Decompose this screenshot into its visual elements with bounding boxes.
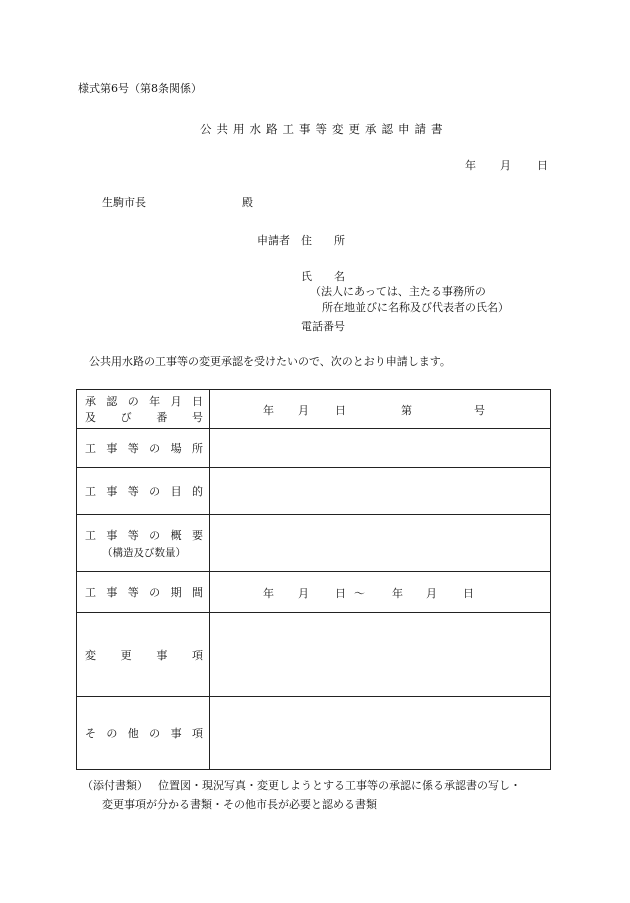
value-changes[interactable] [210, 613, 551, 697]
value-overview[interactable] [210, 515, 551, 572]
table-row-location [77, 429, 551, 468]
table-row-other [77, 697, 551, 770]
label-purpose: 工 事 等 の 目 的 [77, 468, 210, 515]
value-purpose[interactable] [210, 468, 551, 515]
value-approval-date-number[interactable]: 年 月 日 第 号 [210, 390, 551, 429]
application-table [76, 389, 551, 770]
label-overview: 工 事 等 の 概 要 （構造及び数量） [77, 515, 210, 572]
value-other[interactable] [210, 697, 551, 770]
attachments-label: （添付書類） [82, 779, 148, 792]
table-row-changes [77, 613, 551, 697]
addressee-name: 生駒市長 [102, 196, 146, 209]
intro-text: 公共用水路の工事等の変更承認を受けたいので、次のとおり申請します。 [89, 355, 451, 368]
label-period: 工 事 等 の 期 間 [77, 572, 210, 613]
label-changes: 変 更 事 項 [77, 613, 210, 697]
table-row-approval [77, 390, 551, 429]
value-location[interactable] [210, 429, 551, 468]
applicant-label: 申請者 [257, 234, 290, 247]
table-row-period [77, 572, 551, 613]
applicant-address-label: 住 所 [301, 234, 345, 247]
table-row-purpose [77, 468, 551, 515]
label-other: そ の 他 の 事 項 [77, 697, 210, 770]
table-row-overview [77, 515, 551, 572]
date-month-label: 月 [500, 159, 511, 172]
page-title: 公共用水路工事等変更承認申請書 [200, 122, 448, 136]
label-approval-date-number: 承 認 の 年 月 日 及 び 番 号 [77, 390, 210, 429]
addressee-honorific: 殿 [242, 196, 253, 209]
applicant-name-label: 氏 名 [301, 270, 345, 283]
date-day-label: 日 [537, 159, 548, 172]
applicant-name-note-1: （法人にあっては、主たる事務所の [310, 285, 486, 298]
form-number: 様式第6号（第8条関係） [78, 82, 202, 95]
attachments-line-1: 位置図・現況写真・変更しようとする工事等の承認に係る承認書の写し・ [158, 779, 521, 792]
label-overview-sub: （構造及び数量） [102, 546, 186, 559]
applicant-phone-label: 電話番号 [301, 320, 345, 333]
value-period[interactable]: 年 月 日 ～ 年 月 日 [210, 572, 551, 613]
applicant-name-note-2: 所在地並びに名称及び代表者の氏名） [322, 301, 509, 314]
label-location: 工 事 等 の 場 所 [77, 429, 210, 468]
date-year-label: 年 [465, 159, 476, 172]
attachments-line-2: 変更事項が分かる書類・その他市長が必要と認める書類 [102, 798, 377, 811]
